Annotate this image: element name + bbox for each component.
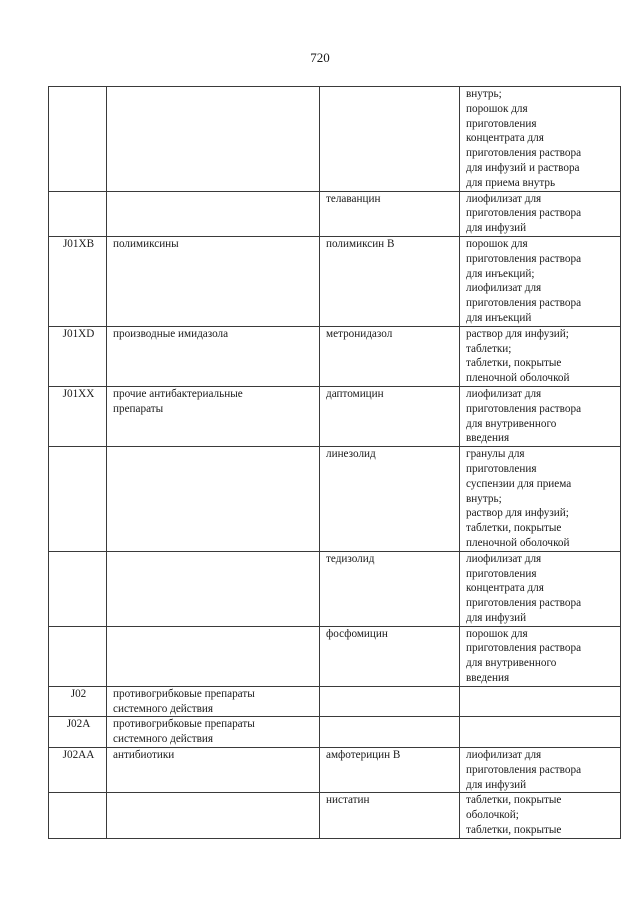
atc-code-cell (49, 447, 107, 552)
drug-classification-table (48, 86, 621, 839)
dosage-form-cell: лиофилизат для приготовления раствора для инфузий (460, 191, 621, 236)
drug-name-cell: метронидазол (320, 326, 460, 386)
table-row (49, 87, 621, 192)
drug-name-cell (320, 686, 460, 717)
table-row (49, 191, 621, 236)
group-name-cell: производные имидазола (107, 326, 320, 386)
table-row (49, 748, 621, 793)
drug-name-cell: даптомицин (320, 386, 460, 446)
atc-code-cell: J01XB (49, 236, 107, 326)
group-name-cell: антибиотики (107, 748, 320, 793)
drug-name-cell: амфотерицин В (320, 748, 460, 793)
group-name-cell: прочие антибактериальные препараты (107, 386, 320, 446)
dosage-form-cell: внутрь; порошок для приготовления концентрата для приготовления раствора для инфузий и раствора для приема внутрь (460, 87, 621, 192)
group-name-cell (107, 191, 320, 236)
group-name-cell (107, 626, 320, 686)
atc-code-cell (49, 626, 107, 686)
atc-code-cell: J02AA (49, 748, 107, 793)
table-row (49, 447, 621, 552)
drug-name-cell (320, 87, 460, 192)
dosage-form-cell: таблетки, покрытые оболочкой; таблетки, покрытые (460, 793, 621, 838)
group-name-cell (107, 87, 320, 192)
group-name-cell: противогрибковые препараты системного действия (107, 686, 320, 717)
atc-code-cell (49, 191, 107, 236)
dosage-form-cell (460, 686, 621, 717)
group-name-cell: противогрибковые препараты системного действия (107, 717, 320, 748)
dosage-form-cell: раствор для инфузий; таблетки; таблетки, покрытые пленочной оболочкой (460, 326, 621, 386)
dosage-form-cell: лиофилизат для приготовления концентрата для приготовления раствора для инфузий (460, 551, 621, 626)
page-number: 720 (310, 50, 330, 65)
atc-code-cell: J02A (49, 717, 107, 748)
group-name-cell (107, 551, 320, 626)
dosage-form-cell: лиофилизат для приготовления раствора для внутривенного введения (460, 386, 621, 446)
atc-code-cell (49, 87, 107, 192)
atc-code-cell: J01XX (49, 386, 107, 446)
dosage-form-cell: порошок для приготовления раствора для внутривенного введения (460, 626, 621, 686)
drug-name-cell: фосфомицин (320, 626, 460, 686)
drug-name-cell: полимиксин В (320, 236, 460, 326)
table-row (49, 326, 621, 386)
table-row (49, 686, 621, 717)
dosage-form-cell: порошок для приготовления раствора для инъекций; лиофилизат для приготовления раствора для инъекций (460, 236, 621, 326)
group-name-cell (107, 447, 320, 552)
table-row (49, 236, 621, 326)
drug-name-cell: телаванцин (320, 191, 460, 236)
group-name-cell (107, 793, 320, 838)
atc-code-cell (49, 551, 107, 626)
dosage-form-cell: лиофилизат для приготовления раствора для инфузий (460, 748, 621, 793)
table-row (49, 551, 621, 626)
atc-code-cell: J01XD (49, 326, 107, 386)
table-row (49, 386, 621, 446)
drug-name-cell: нистатин (320, 793, 460, 838)
table-row (49, 717, 621, 748)
dosage-form-cell: гранулы для приготовления суспензии для приема внутрь; раствор для инфузий; таблетки, покрытые пленочной оболочкой (460, 447, 621, 552)
table-row (49, 793, 621, 838)
drug-name-cell (320, 717, 460, 748)
dosage-form-cell (460, 717, 621, 748)
atc-code-cell (49, 793, 107, 838)
atc-code-cell: J02 (49, 686, 107, 717)
drug-name-cell: тедизолид (320, 551, 460, 626)
table-row (49, 626, 621, 686)
group-name-cell: полимиксины (107, 236, 320, 326)
drug-name-cell: линезолид (320, 447, 460, 552)
